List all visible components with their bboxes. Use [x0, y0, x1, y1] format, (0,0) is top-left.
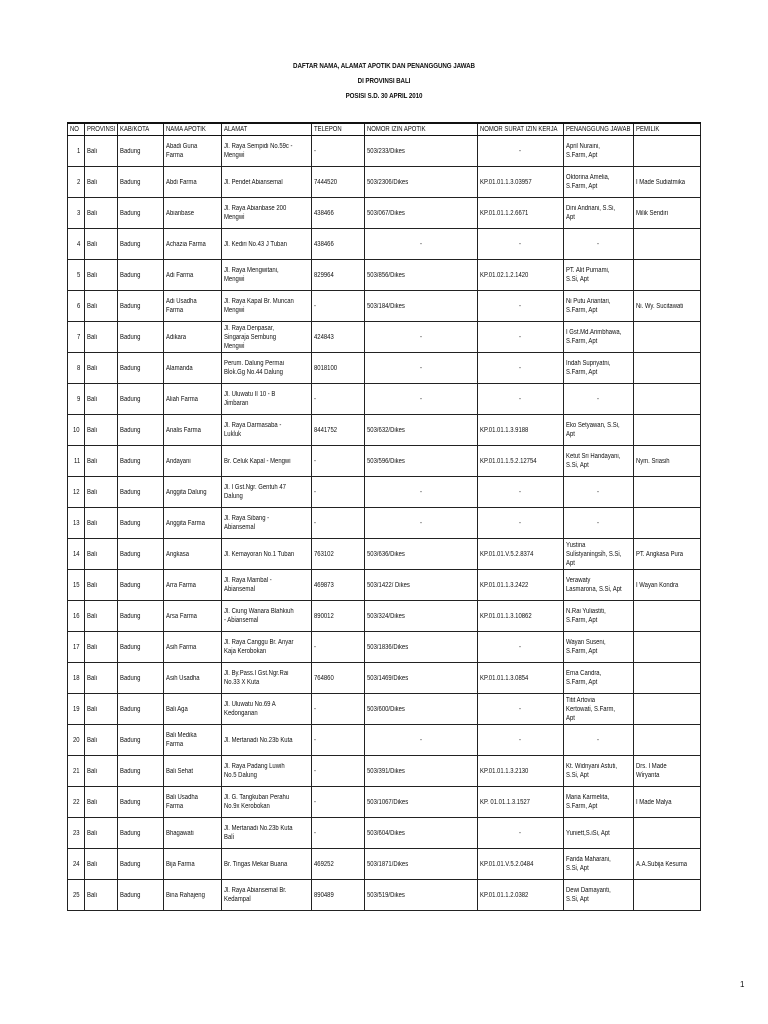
cell-provinsi: Bali: [85, 725, 118, 756]
pharmacy-table: [67, 122, 701, 911]
cell-nomor-surat: -: [478, 291, 564, 322]
column-header-provinsi: PROVINSI: [85, 123, 118, 136]
cell-penanggung-jawab: Wayan Suseni, S.Farm, Apt: [564, 632, 634, 663]
cell-penanggung-jawab: Eko Setyawan, S.Si, Apt: [564, 415, 634, 446]
cell-telepon: -: [312, 384, 365, 415]
cell-nomor-izin: 503/1836/Dikes: [365, 632, 478, 663]
cell-provinsi: Bali: [85, 384, 118, 415]
cell-nomor-surat: KP.01.01.1.3.0854: [478, 663, 564, 694]
cell-nomor-surat: -: [478, 477, 564, 508]
cell-pemilik: [634, 632, 701, 663]
cell-nomor-izin: -: [365, 229, 478, 260]
cell-telepon: -: [312, 725, 365, 756]
table-row: [68, 539, 701, 570]
cell-penanggung-jawab: -: [564, 477, 634, 508]
cell-kab-kota: Badung: [118, 756, 164, 787]
column-header-alamat: ALAMAT: [222, 123, 312, 136]
cell-no: 19: [68, 694, 85, 725]
cell-no: 9: [68, 384, 85, 415]
cell-telepon: 8018100: [312, 353, 365, 384]
cell-alamat: Jl. Ciung Wanara Blahkiuh - Abiansemal: [222, 601, 312, 632]
page-number: 1: [740, 980, 745, 989]
cell-telepon: -: [312, 756, 365, 787]
cell-kab-kota: Badung: [118, 198, 164, 229]
cell-pemilik: [634, 694, 701, 725]
cell-provinsi: Bali: [85, 632, 118, 663]
table-row: [68, 384, 701, 415]
cell-kab-kota: Badung: [118, 880, 164, 911]
cell-pemilik: [634, 384, 701, 415]
cell-provinsi: Bali: [85, 198, 118, 229]
column-header-no: NO: [68, 123, 85, 136]
cell-provinsi: Bali: [85, 880, 118, 911]
cell-nomor-surat: -: [478, 229, 564, 260]
cell-penanggung-jawab: Dini Andriani, S.Si, Apt: [564, 198, 634, 229]
cell-nomor-surat: KP.01.01.1.2.6671: [478, 198, 564, 229]
cell-penanggung-jawab: -: [564, 384, 634, 415]
cell-kab-kota: Badung: [118, 601, 164, 632]
table-row: [68, 725, 701, 756]
cell-kab-kota: Badung: [118, 818, 164, 849]
cell-nomor-surat: -: [478, 353, 564, 384]
cell-no: 13: [68, 508, 85, 539]
cell-nama-apotik: Bhagawati: [164, 818, 222, 849]
cell-provinsi: Bali: [85, 291, 118, 322]
cell-alamat: Jl. Pendet Abiansemal: [222, 167, 312, 198]
cell-no: 12: [68, 477, 85, 508]
table-row: [68, 694, 701, 725]
cell-provinsi: Bali: [85, 508, 118, 539]
cell-no: 16: [68, 601, 85, 632]
cell-telepon: 438466: [312, 198, 365, 229]
cell-nomor-izin: 503/1067/Dikes: [365, 787, 478, 818]
cell-no: 21: [68, 756, 85, 787]
cell-kab-kota: Badung: [118, 384, 164, 415]
cell-penanggung-jawab: PT. Alit Purnami, S.Si, Apt: [564, 260, 634, 291]
cell-nama-apotik: Bija Farma: [164, 849, 222, 880]
cell-telepon: -: [312, 477, 365, 508]
cell-telepon: 7444520: [312, 167, 365, 198]
cell-kab-kota: Badung: [118, 415, 164, 446]
cell-pemilik: [634, 322, 701, 353]
cell-nomor-izin: 503/519/Dikes: [365, 880, 478, 911]
cell-alamat: Br. Tingas Mekar Buana: [222, 849, 312, 880]
cell-nama-apotik: Arsa Farma: [164, 601, 222, 632]
cell-penanggung-jawab: Erna Candra, S.Farm, Apt: [564, 663, 634, 694]
cell-pemilik: [634, 818, 701, 849]
cell-pemilik: [634, 601, 701, 632]
cell-nomor-surat: KP.01.01.1.3.9188: [478, 415, 564, 446]
cell-nama-apotik: Bali Sehat: [164, 756, 222, 787]
cell-kab-kota: Badung: [118, 167, 164, 198]
table-row: [68, 322, 701, 353]
cell-alamat: Jl. Raya Denpasar, Singaraja Sembung Mengwi: [222, 322, 312, 353]
table-row: [68, 198, 701, 229]
cell-nama-apotik: Adi Usadha Farma: [164, 291, 222, 322]
cell-nama-apotik: Aliah Farma: [164, 384, 222, 415]
cell-nomor-surat: KP.01.01.1.2.0382: [478, 880, 564, 911]
cell-telepon: -: [312, 787, 365, 818]
cell-nama-apotik: Abadi Guna Farma: [164, 136, 222, 167]
cell-alamat: Perum. Dalung Permai Blok.Gg No.44 Dalung: [222, 353, 312, 384]
table-row: [68, 167, 701, 198]
cell-nomor-izin: 503/233/Dikes: [365, 136, 478, 167]
table-row: [68, 353, 701, 384]
cell-alamat: Jl. I Gst.Ngr. Gentuh 47 Dalung: [222, 477, 312, 508]
cell-nomor-surat: -: [478, 136, 564, 167]
cell-pemilik: [634, 477, 701, 508]
cell-pemilik: I Wayan Kondra: [634, 570, 701, 601]
cell-penanggung-jawab: I Gst.Md.Arimbhawa, S.Farm, Apt: [564, 322, 634, 353]
cell-nama-apotik: Alamanda: [164, 353, 222, 384]
cell-nomor-surat: -: [478, 818, 564, 849]
cell-nama-apotik: Analis Farma: [164, 415, 222, 446]
table-row: [68, 880, 701, 911]
table-row: [68, 570, 701, 601]
cell-no: 3: [68, 198, 85, 229]
table-row: [68, 291, 701, 322]
cell-penanggung-jawab: Kt. Widnyani Astuti, S.Si, Apt: [564, 756, 634, 787]
cell-nama-apotik: Anggita Farma: [164, 508, 222, 539]
cell-kab-kota: Badung: [118, 291, 164, 322]
cell-no: 6: [68, 291, 85, 322]
table-row: [68, 632, 701, 663]
cell-kab-kota: Badung: [118, 787, 164, 818]
cell-nomor-izin: 503/324/Dikes: [365, 601, 478, 632]
column-header-pemilik: PEMILIK: [634, 123, 701, 136]
table-row: [68, 446, 701, 477]
cell-nama-apotik: Bali Medika Farma: [164, 725, 222, 756]
cell-penanggung-jawab: Yuniett,S.iSi, Apt: [564, 818, 634, 849]
cell-alamat: Jl. By.Pass.I Gst.Ngr.Rai No.33 X Kuta: [222, 663, 312, 694]
cell-telepon: -: [312, 632, 365, 663]
cell-no: 17: [68, 632, 85, 663]
cell-pemilik: [634, 136, 701, 167]
cell-nomor-izin: -: [365, 353, 478, 384]
cell-pemilik: A.A.Subija Kesuma: [634, 849, 701, 880]
cell-nomor-surat: -: [478, 725, 564, 756]
cell-alamat: Jl. Raya Canggu Br. Anyar Kaja Kerobokan: [222, 632, 312, 663]
cell-alamat: Br. Celuk Kapal - Mengwi: [222, 446, 312, 477]
cell-nomor-surat: -: [478, 508, 564, 539]
cell-nomor-izin: 503/1871/Dikes: [365, 849, 478, 880]
cell-telepon: -: [312, 818, 365, 849]
cell-pemilik: [634, 229, 701, 260]
cell-kab-kota: Badung: [118, 322, 164, 353]
cell-alamat: Jl. Kediri No.43 J Tuban: [222, 229, 312, 260]
cell-alamat: Jl. Raya Kapal Br. Muncan Mengwi: [222, 291, 312, 322]
table-row: [68, 229, 701, 260]
cell-alamat: Jl. Raya Darmasaba - Lukluk: [222, 415, 312, 446]
cell-provinsi: Bali: [85, 663, 118, 694]
table-row: [68, 601, 701, 632]
cell-nomor-surat: KP.01.02.1.2.1420: [478, 260, 564, 291]
cell-no: 5: [68, 260, 85, 291]
table-row: [68, 415, 701, 446]
cell-nomor-izin: 503/2306/Dikes: [365, 167, 478, 198]
cell-telepon: 764860: [312, 663, 365, 694]
cell-nomor-surat: -: [478, 694, 564, 725]
cell-no: 11: [68, 446, 85, 477]
cell-telepon: 8441752: [312, 415, 365, 446]
cell-telepon: -: [312, 136, 365, 167]
table-row: [68, 849, 701, 880]
cell-kab-kota: Badung: [118, 570, 164, 601]
cell-nomor-izin: 503/1422/ Dikes: [365, 570, 478, 601]
cell-nomor-surat: KP.01.01.1.3.10862: [478, 601, 564, 632]
cell-no: 10: [68, 415, 85, 446]
cell-penanggung-jawab: Ni Putu Ariantari, S.Farm, Apt: [564, 291, 634, 322]
cell-provinsi: Bali: [85, 694, 118, 725]
table-row: [68, 787, 701, 818]
column-header-penanggung-jawab: PENANGGUNG JAWAB: [564, 123, 634, 136]
cell-kab-kota: Badung: [118, 632, 164, 663]
table-row: [68, 663, 701, 694]
table-row: [68, 136, 701, 167]
cell-penanggung-jawab: Dewi Damayanti, S.Si, Apt: [564, 880, 634, 911]
cell-penanggung-jawab: Farida Maharani, S.Si, Apt: [564, 849, 634, 880]
cell-penanggung-jawab: -: [564, 508, 634, 539]
cell-telepon: 829964: [312, 260, 365, 291]
cell-provinsi: Bali: [85, 818, 118, 849]
cell-provinsi: Bali: [85, 136, 118, 167]
cell-alamat: Jl. Uluwatu II 10 - B Jimbaran: [222, 384, 312, 415]
column-header-nama-apotik: NAMA APOTIK: [164, 123, 222, 136]
table-row: [68, 260, 701, 291]
cell-pemilik: PT. Angkasa Pura: [634, 539, 701, 570]
cell-no: 18: [68, 663, 85, 694]
cell-nomor-izin: 503/636/Dikes: [365, 539, 478, 570]
cell-no: 22: [68, 787, 85, 818]
cell-kab-kota: Badung: [118, 849, 164, 880]
cell-alamat: Jl. Raya Abiansemal Br. Kedampal: [222, 880, 312, 911]
cell-nomor-izin: 503/1469/Dikes: [365, 663, 478, 694]
cell-kab-kota: Badung: [118, 446, 164, 477]
table-row: [68, 818, 701, 849]
cell-pemilik: Milik Sendiri: [634, 198, 701, 229]
cell-penanggung-jawab: -: [564, 725, 634, 756]
table-row: [68, 477, 701, 508]
cell-nomor-surat: -: [478, 632, 564, 663]
cell-nomor-surat: KP.01.01.V.5.2.8374: [478, 539, 564, 570]
cell-kab-kota: Badung: [118, 229, 164, 260]
cell-nomor-surat: KP. 01.01.1.3.1527: [478, 787, 564, 818]
cell-no: 2: [68, 167, 85, 198]
cell-telepon: 763102: [312, 539, 365, 570]
cell-kab-kota: Badung: [118, 663, 164, 694]
cell-nomor-surat: -: [478, 384, 564, 415]
cell-no: 1: [68, 136, 85, 167]
column-header-nomor-surat: NOMOR SURAT IZIN KERJA: [478, 123, 564, 136]
cell-telepon: -: [312, 694, 365, 725]
cell-pemilik: [634, 508, 701, 539]
cell-pemilik: I Made Sudiatmika: [634, 167, 701, 198]
cell-telepon: 469873: [312, 570, 365, 601]
cell-nama-apotik: Arra Farma: [164, 570, 222, 601]
cell-alamat: Jl. G. Tangkuban Perahu No.9x Kerobokan: [222, 787, 312, 818]
cell-nama-apotik: Asih Usadha: [164, 663, 222, 694]
cell-penanggung-jawab: Yustina Sulistyaningsih, S.Si, Apt: [564, 539, 634, 570]
heading-line-2: DI PROVINSI BALI: [357, 76, 411, 85]
cell-alamat: Jl. Raya Sibang - Abiansemal: [222, 508, 312, 539]
cell-nama-apotik: Bali Aga: [164, 694, 222, 725]
cell-no: 20: [68, 725, 85, 756]
cell-nomor-izin: 503/632/Dikes: [365, 415, 478, 446]
cell-provinsi: Bali: [85, 539, 118, 570]
cell-alamat: Jl. Raya Mambal - Abiansemal: [222, 570, 312, 601]
cell-nomor-izin: 503/600/Dikes: [365, 694, 478, 725]
cell-nama-apotik: Bina Rahajeng: [164, 880, 222, 911]
cell-nomor-surat: KP.01.01.1.5.2.12754: [478, 446, 564, 477]
cell-pemilik: Drs. I Made Wiryanta: [634, 756, 701, 787]
cell-penanggung-jawab: -: [564, 229, 634, 260]
cell-alamat: Jl. Raya Mengwitani, Mengwi: [222, 260, 312, 291]
cell-no: 4: [68, 229, 85, 260]
cell-penanggung-jawab: Ketut Sri Handayani, S.Si, Apt: [564, 446, 634, 477]
cell-telepon: 424843: [312, 322, 365, 353]
cell-alamat: Jl. Raya Sempidi No.59c - Mengwi: [222, 136, 312, 167]
table-row: [68, 508, 701, 539]
cell-nomor-izin: 503/604/Dikes: [365, 818, 478, 849]
cell-kab-kota: Badung: [118, 136, 164, 167]
cell-no: 7: [68, 322, 85, 353]
cell-penanggung-jawab: Oktorina Amelia, S.Farm, Apt: [564, 167, 634, 198]
cell-provinsi: Bali: [85, 601, 118, 632]
cell-nama-apotik: Achazia Farma: [164, 229, 222, 260]
cell-pemilik: [634, 415, 701, 446]
column-header-telepon: TELEPON: [312, 123, 365, 136]
cell-kab-kota: Badung: [118, 539, 164, 570]
cell-nomor-izin: -: [365, 508, 478, 539]
cell-pemilik: [634, 353, 701, 384]
cell-provinsi: Bali: [85, 353, 118, 384]
cell-no: 14: [68, 539, 85, 570]
cell-nama-apotik: Asih Farma: [164, 632, 222, 663]
column-header-nomor-izin: NOMOR IZIN APOTIK: [365, 123, 478, 136]
cell-provinsi: Bali: [85, 167, 118, 198]
cell-pemilik: Nym. Sriasih: [634, 446, 701, 477]
cell-pemilik: [634, 260, 701, 291]
cell-no: 23: [68, 818, 85, 849]
cell-telepon: 890489: [312, 880, 365, 911]
cell-nama-apotik: Adikara: [164, 322, 222, 353]
cell-telepon: 438466: [312, 229, 365, 260]
cell-kab-kota: Badung: [118, 477, 164, 508]
cell-provinsi: Bali: [85, 477, 118, 508]
table-row: [68, 756, 701, 787]
cell-no: 8: [68, 353, 85, 384]
cell-nama-apotik: Bali Usadha Farma: [164, 787, 222, 818]
cell-nomor-surat: -: [478, 322, 564, 353]
cell-kab-kota: Badung: [118, 508, 164, 539]
cell-penanggung-jawab: Verawaty Lasmarona, S.Si, Apt: [564, 570, 634, 601]
cell-nomor-izin: 503/856/Dikes: [365, 260, 478, 291]
cell-penanggung-jawab: Titit Artovia Kertowati, S.Farm, Apt: [564, 694, 634, 725]
cell-nomor-izin: 503/391/Dikes: [365, 756, 478, 787]
cell-provinsi: Bali: [85, 260, 118, 291]
cell-telepon: 890012: [312, 601, 365, 632]
cell-telepon: -: [312, 508, 365, 539]
cell-nama-apotik: Abianbase: [164, 198, 222, 229]
cell-nomor-surat: KP.01.01.1.3.2130: [478, 756, 564, 787]
cell-alamat: Jl. Uluwatu No.69 A Kedonganan: [222, 694, 312, 725]
cell-alamat: Jl. Raya Padang Luwih No.5 Dalung: [222, 756, 312, 787]
cell-telepon: -: [312, 446, 365, 477]
cell-kab-kota: Badung: [118, 725, 164, 756]
cell-nomor-izin: 503/184/Dikes: [365, 291, 478, 322]
cell-nama-apotik: Angkasa: [164, 539, 222, 570]
cell-penanggung-jawab: N.Rai Yuliastiti, S.Farm, Apt: [564, 601, 634, 632]
cell-kab-kota: Badung: [118, 260, 164, 291]
cell-pemilik: [634, 880, 701, 911]
cell-nomor-izin: -: [365, 725, 478, 756]
cell-penanggung-jawab: April Nuraini, S.Farm, Apt: [564, 136, 634, 167]
cell-provinsi: Bali: [85, 756, 118, 787]
cell-nomor-surat: KP.01.01.V.5.2.0484: [478, 849, 564, 880]
cell-penanggung-jawab: Maria Karmelita, S.Farm, Apt: [564, 787, 634, 818]
cell-nomor-surat: KP.01.01.1.3.2422: [478, 570, 564, 601]
cell-alamat: Jl. Mertanadi No.23b Kuta Bali: [222, 818, 312, 849]
cell-provinsi: Bali: [85, 787, 118, 818]
cell-alamat: Jl. Kemayoran No.1 Tuban: [222, 539, 312, 570]
cell-nama-apotik: Anggita Dalung: [164, 477, 222, 508]
document-heading: [0, 58, 768, 103]
cell-pemilik: I Made Malya: [634, 787, 701, 818]
cell-provinsi: Bali: [85, 415, 118, 446]
cell-nama-apotik: Adi Farma: [164, 260, 222, 291]
cell-provinsi: Bali: [85, 570, 118, 601]
cell-provinsi: Bali: [85, 849, 118, 880]
cell-nomor-surat: KP.01.01.1.3.03957: [478, 167, 564, 198]
cell-provinsi: Bali: [85, 229, 118, 260]
cell-no: 24: [68, 849, 85, 880]
cell-provinsi: Bali: [85, 322, 118, 353]
cell-kab-kota: Badung: [118, 353, 164, 384]
cell-telepon: 469252: [312, 849, 365, 880]
table-header-row: [68, 123, 701, 136]
cell-nama-apotik: Abdi Farma: [164, 167, 222, 198]
cell-nomor-izin: -: [365, 477, 478, 508]
cell-pemilik: [634, 725, 701, 756]
cell-penanggung-jawab: Indah Supriyatni, S.Farm, Apt: [564, 353, 634, 384]
cell-alamat: Jl. Raya Abianbase 200 Mengwi: [222, 198, 312, 229]
cell-no: 15: [68, 570, 85, 601]
heading-line-1: DAFTAR NAMA, ALAMAT APOTIK DAN PENANGGUNG JAWAB: [293, 61, 475, 70]
cell-nama-apotik: Andayani: [164, 446, 222, 477]
cell-nomor-izin: 503/596/Dikes: [365, 446, 478, 477]
table-body: [68, 136, 701, 911]
cell-pemilik: Ni. Wy. Sucitawati: [634, 291, 701, 322]
cell-nomor-izin: -: [365, 322, 478, 353]
cell-telepon: -: [312, 291, 365, 322]
cell-kab-kota: Badung: [118, 694, 164, 725]
cell-alamat: Jl. Mertanadi No.23b Kuta: [222, 725, 312, 756]
column-header-kab-kota: KAB/KOTA: [118, 123, 164, 136]
cell-nomor-izin: -: [365, 384, 478, 415]
cell-nomor-izin: 503/067/Dikes: [365, 198, 478, 229]
heading-line-3: POSISI S.D. 30 APRIL 2010: [345, 91, 423, 100]
cell-no: 25: [68, 880, 85, 911]
cell-provinsi: Bali: [85, 446, 118, 477]
cell-pemilik: [634, 663, 701, 694]
